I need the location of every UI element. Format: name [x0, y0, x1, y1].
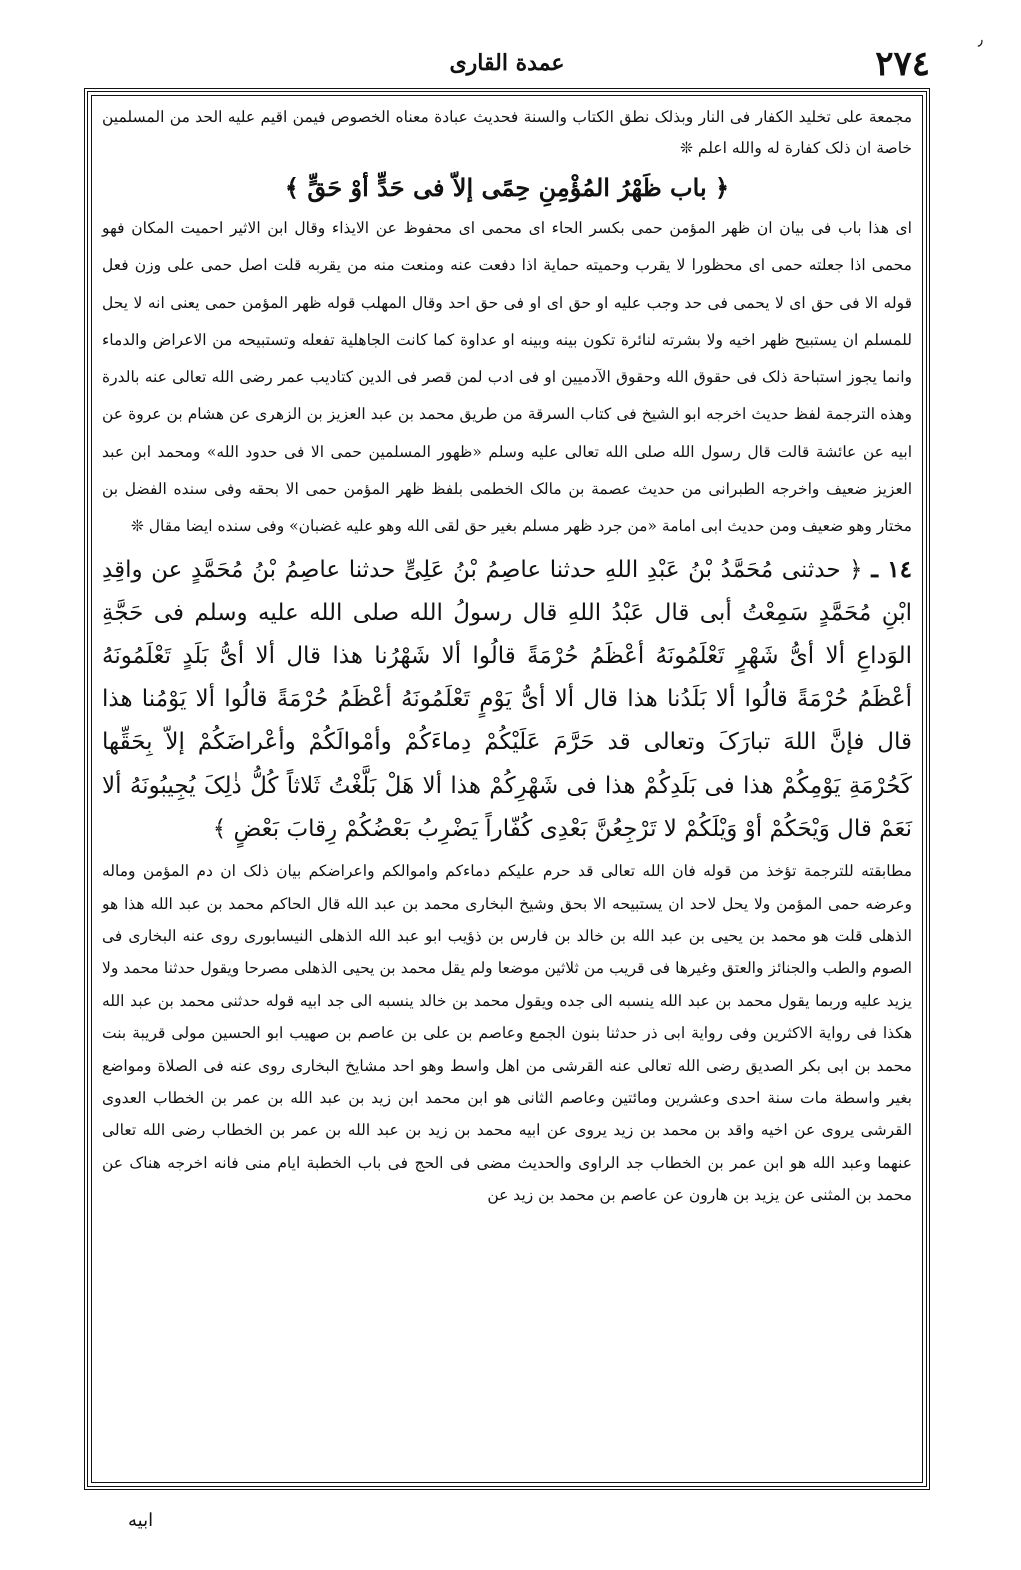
- hadith-paragraph: [102, 548, 912, 851]
- commentary-block-1: [102, 210, 912, 546]
- page-frame: [84, 88, 930, 1490]
- running-title: عمدة القاری: [449, 50, 565, 76]
- chapter-title: ﴿ باب ظَهْرُ المُؤْمِنِ حِمًى إلاّ فى حَدٍّ أوْ حَقٍّ ﴾: [284, 173, 730, 202]
- corner-mark: ٫: [977, 30, 983, 49]
- hadith-text: ﴿ حدثنی مُحَمَّدُ بْنُ عَبْدِ اللهِ حدثنا عاصِمُ بْنُ عَلِیٍّ حدثنا عاصِمُ بْنُ مُحَمَّدٍ عن واقِدِ ابْنِ مُحَمَّدٍ سَمِعْتُ أبی قال عَبْدُ اللهِ قال رسولُ الله صلی الله علیه وسلم فی حَجَّةِ الوَداعِ ألا أیُّ شَهْرٍ تَعْلَمُونَهُ أعْظَمُ حُرْمَةً قالُوا ألا شَهْرُنا هذا قال ألا أیُّ بَلَدٍ تَعْلَمُونَهُ أعْظَمُ حُرْمَةً قالُوا ألا بَلَدُنا هذا قال ألا أیُّ یَوْمٍ تَعْلَمُونَهُ أعْظَمُ حُرْمَةً قالُوا ألا یَوْمُنا هذا قال فإنَّ اللهَ تبارَکَ وتعالی قد حَرَّمَ عَلَیْکُمْ دِماءَکُمْ وأمْوالَکُمْ وأعْراضَکُمْ إلاّ بِحَقِّها کَحُرْمَةِ یَوْمِکُمْ هذا فی بَلَدِکُمْ هذا فی شَهْرِکُمْ هذا ألا هَلْ بَلَّغْتُ ثَلاثاً کُلُّ ذٰلِکَ یُجِیبُونَهُ ألا نَعَمْ قال وَیْحَکُمْ أوْ وَیْلَکُمْ لا تَرْجِعُنَّ بَعْدِی کُفّاراً یَضْرِبُ بَعْضُکُمْ رِقابَ بَعْضٍ ﴾: [102, 556, 912, 842]
- intro-paragraph: [102, 102, 912, 164]
- intro-text: مجمعة علی تخلید الکفار فی النار وبذلک نطق الکتاب والسنة فحدیث عبادة معناه الخصوص فیمن اقیم علیه الحد من المسلمین خاصة ان ذلک کفارة له والله اعلم ❊: [102, 108, 912, 157]
- commentary-text-2: مطابقته للترجمة تؤخذ من قوله فان الله تعالی قد حرم علیکم دماءکم واموالکم واعراضکم بیان ذلک ان دم المؤمن وماله وعرضه حمی المؤمن ولا یحل لاحد ان یستبیحه الا بحق وشیخ البخاری محمد بن عبد الله قال الحاکم محمد بن عبد الله هذا هو الذهلی قلت هو محمد بن یحیی بن عبد الله بن خالد بن فارس بن ذؤیب ابو عبد الله الذهلی النیسابوری روی عنه البخاری فی الصوم والطب والجنائز والعتق وغیرها فی قریب من ثلاثین موضعا ولم یقل محمد بن یحیی الذهلی مصرحا ویقول حدثنا محمد ولا یزید علیه وربما یقول محمد بن عبد الله ینسبه الی جده ویقول محمد بن خالد ینسبه الی جد ابیه قوله حدثنی محمد بن عبد الله هکذا فی روایة الاکثرین وفی روایة ابی ذر حدثنا بنون الجمع وعاصم بن علی بن عاصم بن صهیب ابو الحسین مولی قریبة بنت محمد بن ابی بکر الصدیق رضی الله تعالی عنه القرشی من اهل واسط وهو احد مشایخ البخاری روی عنه فی الصلاة ومواضع بغیر واسطة مات سنة احدی وعشرین ومائتین وعاصم الثانی هو ابن محمد ابن زید بن عبد الله بن عمر بن الخطاب العدوی القرشی یروی عن اخیه واقد بن محمد بن زید یروی عن ابیه محمد بن زید بن عبد الله بن عمر بن الخطاب رضی الله تعالی عنهما وعبد الله هو ابن عمر بن الخطاب جد الراوی والحدیث مضی فی الحج فی باب الخطبة ایام منی فانه اخرجه هناک عن محمد بن المثنی عن یزید بن هارون عن عاصم بن محمد بن زید عن: [102, 862, 912, 1205]
- hadith-number: ١٤ ـ: [871, 555, 913, 583]
- page-number: ٢٧٤: [875, 44, 930, 84]
- commentary-block-2: [102, 855, 912, 1211]
- commentary-text-1: ای هذا باب فی بیان ان ظهر المؤمن حمی بکسر الحاء ای محمی ای محفوظ عن الایذاء وقال ابن الاثیر احمیت المکان فهو محمی اذا جعلته حمی ای محظورا لا یقرب وحمیته حمایة اذا دفعت عنه ومنعت منه من یقربه قلت اصل حمی علی وزن فعل قوله الا فی حق ای لا یحمی فی حد وجب علیه او حق ای او فی حق احد وقال المهلب قوله ظهر المؤمن حمی یعنی انه لا یحل للمسلم ان یستبیح ظهر اخیه ولا بشرته لنائرة تکون بینه وبینه او عداوة کما کانت الجاهلیة تفعله وتستبیحه من الاعراض والدماء وانما یجوز استباحة ذلک فی حقوق الله وحقوق الآدمیین او فی ادب لمن قصر فی الدین کتادیب عمر رضی الله تعالی عنه بالدرة وهذه الترجمة لفظ حدیث اخرجه ابو الشیخ فی کتاب السرقة من طریق محمد بن عبد العزیز بن الزهری عن هشام بن عروة عن ابیه عن عائشة قالت قال رسول الله صلی الله تعالی علیه وسلم «ظهور المسلمین حمی الا فی حدود الله» ومحمد ابن عبد العزیز ضعیف واخرجه الطبرانی من حدیث عصمة بن مالک الخطمی بلفظ ظهر المؤمن حمی الا بحقه وفی سنده الفضل بن مختار وهو ضعیف ومن حدیث ابی امامة «من جرد ظهر مسلم بغیر حق لقی الله وهو علیه غضبان» وفی سنده ایضا مقال ❊: [102, 219, 912, 536]
- catchword: ابیه: [128, 1510, 154, 1531]
- page-header: [84, 44, 930, 82]
- hadith-block: [102, 548, 912, 851]
